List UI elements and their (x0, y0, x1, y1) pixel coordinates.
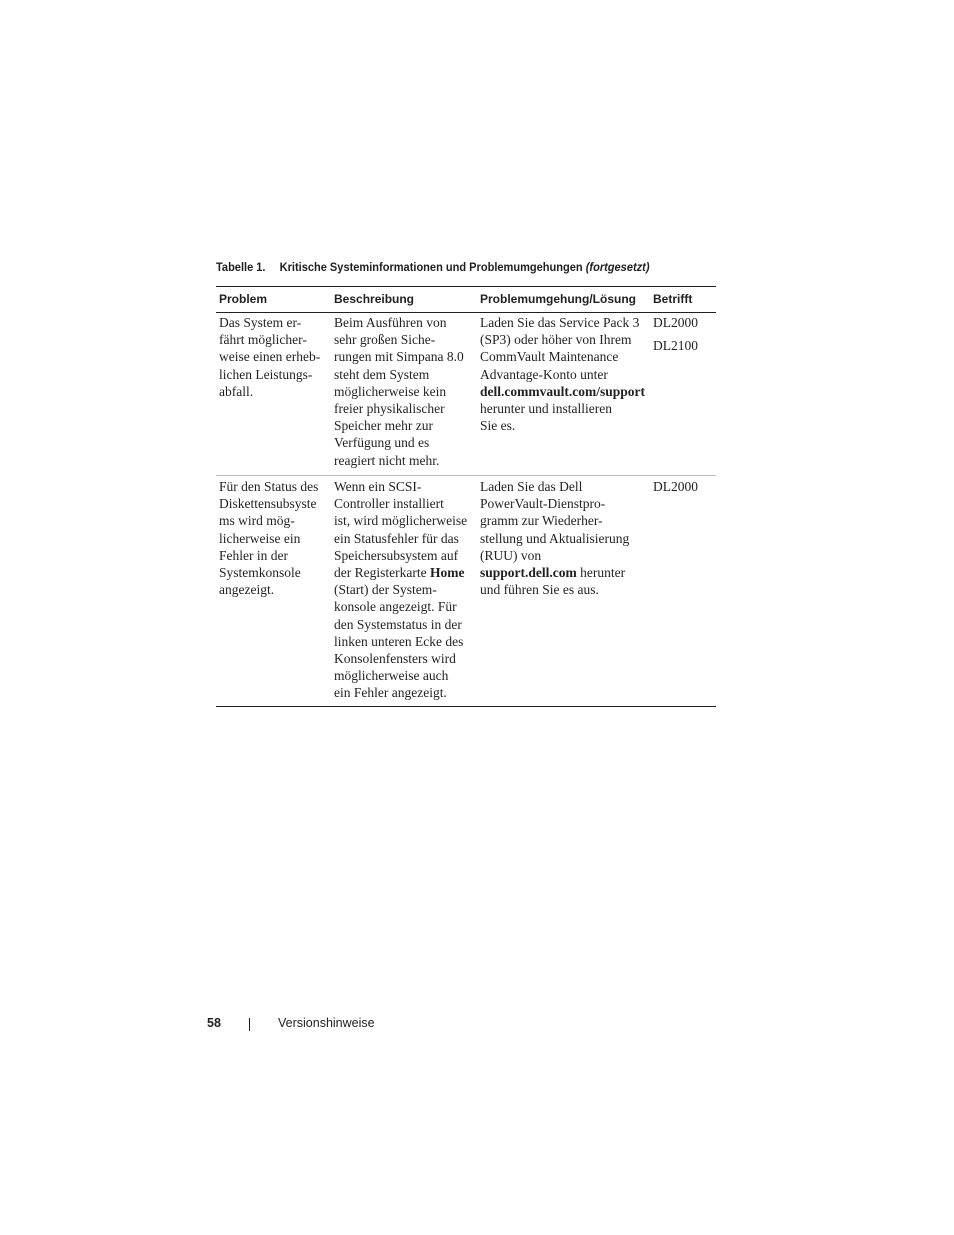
text-segment: der Registerkarte (334, 565, 430, 581)
page-number: 58 (207, 1016, 221, 1030)
text-line: Konsolenfensters wird (334, 651, 456, 667)
cell-solution (477, 313, 650, 476)
text-line: steht dem System (334, 366, 430, 382)
home-tab-label: Home (429, 565, 465, 581)
table-row (216, 476, 716, 707)
text-line: Sie es. (480, 418, 516, 434)
text-line: Verfügung und es (334, 435, 430, 451)
cell-problem (216, 313, 331, 476)
text-line: gramm zur Wiederher- (480, 513, 603, 529)
text-line (334, 564, 474, 581)
text-line: rungen mit Simpana 8.0 (334, 349, 464, 365)
text-line: CommVault Maintenance (480, 349, 619, 365)
text-line: sehr großen Siche- (334, 332, 436, 348)
cell-affects (650, 476, 716, 707)
text-line (480, 564, 647, 581)
caption-continued: (fortgesetzt) (585, 260, 650, 274)
text-segment: herunter (576, 565, 626, 581)
text-line: den Systemstatus in der (334, 616, 462, 632)
product-label: DL2000 (653, 479, 698, 494)
header-description: Beschreibung (331, 287, 477, 313)
product-label: DL2100 (653, 338, 698, 354)
cell-description (331, 313, 477, 476)
known-issues-table (216, 286, 716, 707)
text-line: licherweise ein (219, 530, 301, 546)
text-line: freier physikalischer (334, 401, 445, 417)
support-url-link: support.dell.com (480, 565, 577, 581)
text-line: fährt möglicher- (219, 332, 307, 348)
text-line: linken unteren Ecke des (334, 633, 464, 649)
header-affects: Betrifft (650, 287, 716, 313)
page-footer (0, 1016, 954, 1036)
text-line: (Start) der System- (334, 582, 437, 598)
text-line: möglicherweise kein (334, 383, 447, 399)
text-line: konsole angezeigt. Für (334, 599, 457, 615)
text-line: ist, wird möglicherweise (334, 513, 468, 529)
text-line: (RUU) von (480, 547, 542, 563)
text-line: Das System er- (219, 315, 302, 330)
cell-solution (477, 476, 650, 707)
text-line: Beim Ausführen von (334, 315, 447, 330)
text-line: Wenn ein SCSI- (334, 479, 422, 494)
product-label: DL2000 (653, 315, 698, 330)
table-row (216, 313, 716, 476)
text-line: Diskettensubsyste (219, 496, 317, 512)
text-line: (SP3) oder höher von Ihrem (480, 332, 632, 348)
text-line: Speichersubsystem auf (334, 547, 459, 563)
text-line: Laden Sie das Dell (480, 479, 583, 494)
table-caption (216, 260, 650, 274)
text-line: weise einen erheb- (219, 349, 321, 365)
text-line: stellung und Aktualisierung (480, 530, 630, 546)
text-line: Fehler in der (219, 547, 288, 563)
text-line: angezeigt. (219, 582, 275, 598)
text-line: Speicher mehr zur (334, 418, 433, 434)
header-problem: Problem (216, 287, 331, 313)
text-line: ms wird mög- (219, 513, 295, 529)
header-solution: Problemumgehung/Lösung (477, 287, 650, 313)
text-line: Advantage-Konto unter (480, 366, 608, 382)
caption-title: Kritische Systeminformationen und Problemumgehungen (279, 260, 583, 274)
text-line: ein Fehler angezeigt. (334, 685, 447, 701)
cell-description (331, 476, 477, 707)
cell-problem (216, 476, 331, 707)
text-line: reagiert nicht mehr. (334, 452, 440, 468)
text-line: Laden Sie das Service Pack 3 (480, 315, 640, 330)
footer-divider (249, 1018, 250, 1031)
text-line: abfall. (219, 383, 254, 399)
text-line: Controller installiert (334, 496, 444, 512)
text-line: ein Statusfehler für das (334, 530, 459, 546)
cell-affects (650, 313, 716, 476)
text-line: PowerVault-Dienstpro- (480, 496, 606, 512)
text-line: lichen Leistungs- (219, 366, 313, 382)
caption-label: Tabelle 1. (216, 260, 266, 274)
support-url-link: dell.commvault.com/support (480, 383, 645, 399)
section-name: Versionshinweise (278, 1016, 375, 1030)
text-line: Systemkonsole (219, 565, 301, 581)
text-line: herunter und installieren (480, 401, 612, 417)
table-header-row (216, 287, 716, 313)
text-line: und führen Sie es aus. (480, 582, 599, 598)
text-line: Für den Status des (219, 479, 319, 494)
text-line: möglicherweise auch (334, 668, 449, 684)
